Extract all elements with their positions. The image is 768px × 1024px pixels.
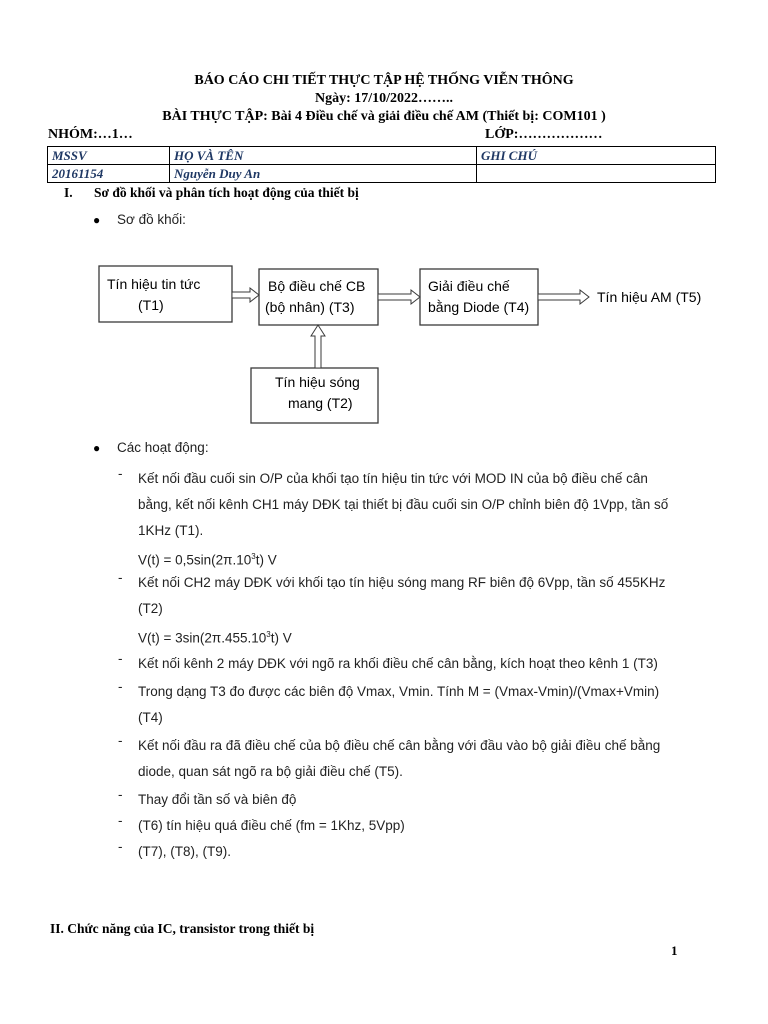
table-header-cell: MSSV [48,147,170,165]
box-message-signal [99,266,232,322]
list-dash: - [118,839,123,854]
list-item-cont: diode, quan sát ngõ ra bộ giải điều chế (T5). [138,764,403,779]
list-item: Kết nối CH2 máy DĐK với khối tạo tín hiệu sóng mang RF biên độ 6Vpp, tần số 455KHz [138,575,666,590]
group-label: NHÓM:…1… [48,127,133,142]
section-number: I. [64,185,73,200]
box3-line1: Giải điều chế [428,278,510,294]
list-item: Kết nối đầu cuối sin O/P của khối tạo tín hiệu tin tức với MOD IN của bộ điều chế cân [138,471,648,486]
bullet-icon: ● [93,441,101,455]
output-label: Tín hiệu AM (T5) [597,289,702,305]
equation-carrier: $V(t) = 3\sin(2\pi.455.10^3t)$ V [138,630,292,646]
arrow-right-icon [378,290,420,304]
list-item-cont: (T2) [138,601,163,616]
equation-message: $V(t) = 0,5\sin(2\pi.10^3t)$ V [138,552,277,568]
list-item-cont: bằng, kết nối kênh CH1 máy DĐK tại thiết bị đầu cuối sin O/P chỉnh biên độ 1Vpp, tần số [138,497,669,512]
arrow-up-icon [311,325,325,368]
list-dash: - [118,787,123,802]
report-date: Ngày: 17/10/2022…….. [314,91,454,106]
box4-line1: Tín hiệu sóng [275,374,360,390]
list-dash: - [118,679,123,694]
bullet-diagram-label: Sơ đồ khối: [117,212,186,227]
arrow-right-icon [538,290,589,304]
block-diagram [0,0,768,440]
table-cell: Nguyễn Duy An [170,165,477,183]
arrow-right-icon [232,288,259,302]
box4-line2: mang (T2) [288,395,353,411]
box1-line2: (T1) [138,297,164,313]
list-item: (T7), (T8), (T9). [138,844,231,859]
box2-line1: Bộ điều chế CB [268,278,366,294]
list-dash: - [118,733,123,748]
list-item-cont: (T4) [138,710,163,725]
list-dash: - [118,813,123,828]
table-cell: 20161154 [48,165,170,183]
box3-line2: bằng Diode (T4) [428,299,530,315]
page-number: 1 [671,943,678,958]
section2-heading: II. Chức năng của IC, transistor trong thiết bị [50,921,315,936]
box2-line2: (bộ nhân) (T3) [265,299,355,315]
list-dash: - [118,466,123,481]
list-item-cont: 1KHz (T1). [138,523,204,538]
section-heading: Sơ đồ khối và phân tích hoạt động của thiết bị [94,185,359,200]
list-dash: - [118,651,123,666]
list-item: Kết nối kênh 2 máy DĐK với ngõ ra khối điều chế cân bằng, kích hoạt theo kênh 1 (T3) [138,656,658,671]
box1-line1: Tín hiệu tin tức [107,276,201,292]
table-header-cell: GHI CHÚ [477,147,716,165]
bullet-icon: ● [93,213,101,227]
list-item: (T6) tín hiệu quá điều chế (fm = 1Khz, 5Vpp) [138,818,405,833]
class-label: LỚP:……………… [485,127,603,142]
bullet-ops-label: Các hoạt động: [117,440,209,455]
table-header-cell: HỌ VÀ TÊN [170,147,477,165]
report-title: BÁO CÁO CHI TIẾT THỰC TẬP HỆ THỐNG VIỄN THÔNG [194,73,574,88]
lab-title: BÀI THỰC TẬP: Bài 4 Điều chế và giải điều chế AM (Thiết bị: COM101 ) [162,109,606,124]
list-item: Trong dạng T3 đo được các biên độ Vmax, Vmin. Tính M = (Vmax-Vmin)/(Vmax+Vmin) [138,684,660,699]
list-item: Thay đổi tần số và biên độ [138,792,297,807]
list-item: Kết nối đầu ra đã điều chế của bộ điều chế cân bằng với đầu vào bộ giải điều chế bằng [138,738,661,753]
list-dash: - [118,570,123,585]
